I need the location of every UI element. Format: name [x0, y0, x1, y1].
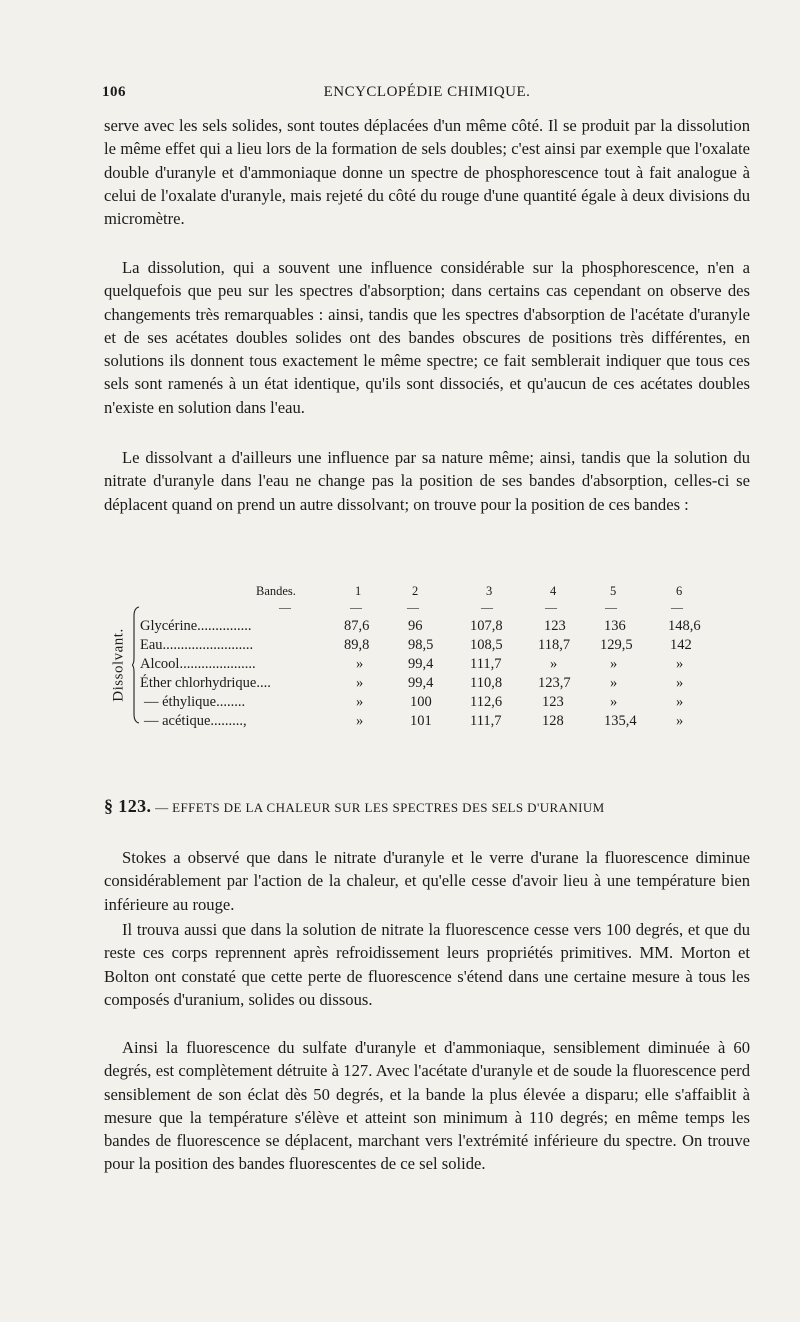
header-rule: — — [605, 600, 617, 614]
table-cell: 148,6 — [668, 618, 701, 634]
table-row — [104, 675, 750, 695]
running-title: ENCYCLOPÉDIE CHIMIQUE. — [323, 84, 531, 100]
table-cell: » — [550, 656, 558, 672]
header-label: Bandes. — [256, 584, 296, 598]
table-cell: 112,6 — [470, 694, 503, 710]
table-cell: » — [610, 675, 618, 691]
bands-table — [104, 584, 750, 734]
column-header: 3 — [486, 584, 493, 598]
running-header — [102, 84, 752, 108]
table-row — [104, 656, 750, 676]
table-cell: 111,7 — [470, 713, 502, 729]
table-header — [104, 584, 750, 604]
table-row — [104, 618, 750, 638]
paragraph-1: serve avec les sels solides, sont toutes déplacées d'un même côté. Il se produit par la dissolution le même effet qui a lieu lors de la formation de sels doubles; c'est ainsi par exemple que l'oxalate double d'uranyle et d'ammoniaque donne un spectre de phosphorescence tout à fait analogue à celui de l'oxalate d'uranyle, mais rejeté du côté du rouge d'une quantité égale à deux divisions du micromètre. — [104, 116, 750, 229]
header-rule: — — [481, 600, 493, 614]
header-rule: — — [671, 600, 683, 614]
table-cell: 128 — [542, 713, 564, 729]
section-title: — EFFETS DE LA CHALEUR SUR LES SPECTRES DES SELS D'URANIUM — [155, 800, 605, 815]
table-cell: » — [610, 694, 618, 710]
table-cell: 87,6 — [344, 618, 370, 634]
table-cell: » — [356, 675, 364, 691]
table-cell: » — [676, 656, 684, 672]
table-row — [104, 637, 750, 657]
header-rule: — — [350, 600, 362, 614]
table-cell: 123 — [544, 618, 566, 634]
table-cell: » — [356, 713, 364, 729]
table-cell: » — [676, 713, 684, 729]
table-cell: » — [676, 675, 684, 691]
table-cell: 100 — [410, 694, 432, 710]
table-cell: 107,8 — [470, 618, 503, 634]
table-cell: » — [356, 656, 364, 672]
row-label: — acétique........., — [144, 713, 247, 729]
table-cell: 111,7 — [470, 656, 502, 672]
table-row — [104, 713, 750, 733]
table-cell: 89,8 — [344, 637, 370, 653]
paragraph-5: Il trouva aussi que dans la solution de nitrate la fluorescence cesse vers 100 degrés, et que du reste ces corps reprennent après refroidissement leurs propriétés primitives. MM. Morton et Bolton ont constaté que cette perte de fluorescence s'étend dans une certaine mesure à tous les composés d'uranium, solides ou dissous. — [104, 920, 750, 1009]
table-cell: 96 — [408, 618, 423, 634]
row-label: Glycérine............... — [140, 618, 252, 634]
table-cell: 99,4 — [408, 656, 434, 672]
table-cell: 101 — [410, 713, 432, 729]
paragraph-2: La dissolution, qui a souvent une influence considérable sur la phosphorescence, n'en a quelquefois que peu sur les spectres d'absorption; dans certains cas cependant on observe des changements très remarquables : ainsi, tandis que les spectres d'absorption de l'acétate d'uranyle et de ses acétates doubles solides ont des bandes obscures de positions très différentes, en solutions ils donnent tous exactement le même spectre; ce fait semblerait indiquer que tous ces sels sont ramenés à un état identique, qu'ils sont dissociés, et qu'aucun de ces acétates doubles n'existe en solution dans l'eau. — [104, 258, 750, 417]
table-cell: » — [356, 694, 364, 710]
page-number: 106 — [102, 84, 126, 100]
table-cell: 98,5 — [408, 637, 434, 653]
row-label: — éthylique........ — [144, 694, 246, 710]
table-cell: 123 — [542, 694, 564, 710]
section-heading — [104, 796, 750, 818]
table-row — [104, 694, 750, 714]
row-label: Eau......................... — [140, 637, 254, 653]
column-header: 2 — [412, 584, 419, 598]
paragraph-6: Ainsi la fluorescence du sulfate d'uranyle et d'ammoniaque, sensiblement diminuée à 60 degrés, est complètement détruite à 127. Avec l'acétate d'uranyle et de soude la fluorescence perd sensiblement de son éclat dès 50 degrés, et la bande la plus élevée a disparu; elle s'affaiblit à mesure que la température s'élève et atteint son minimum à 110 degrés; en même temps les bandes de fluorescence se déplacent, marchant vers l'extrémité inférieure du spectre. On trouve pour la position des bandes fluorescentes de ce sel solide. — [104, 1038, 750, 1174]
column-header: 1 — [355, 584, 362, 598]
row-label: Alcool..................... — [140, 656, 256, 672]
header-rule: — — [279, 600, 291, 614]
table-cell: 99,4 — [408, 675, 434, 691]
row-label: Éther chlorhydrique.... — [140, 675, 271, 691]
paragraph-3: Le dissolvant a d'ailleurs une influence par sa nature même; ainsi, tandis que la solution du nitrate d'uranyle dans l'eau ne change pas la position de ses bandes d'absorption, celles-ci se déplacent quand on prend un autre dissolvant; on trouve pour la position de ces bandes : — [104, 448, 750, 514]
table-cell: 129,5 — [600, 637, 633, 653]
table-cell: 123,7 — [538, 675, 571, 691]
section-number: § 123. — [104, 796, 152, 816]
table-cell: 108,5 — [470, 637, 503, 653]
paragraph-4: Stokes a observé que dans le nitrate d'uranyle et le verre d'urane la fluorescence diminue considérablement par l'action de la chaleur, et qu'elle cesse d'avoir lieu à une température bien inférieure au rouge. — [104, 848, 750, 914]
table-cell: 142 — [670, 637, 692, 653]
table-cell: 135,4 — [604, 713, 637, 729]
table-cell: » — [676, 694, 684, 710]
column-header: 5 — [610, 584, 617, 598]
table-cell: » — [610, 656, 618, 672]
table-cell: 118,7 — [538, 637, 571, 653]
solvent-group-label: Dissolvant. — [110, 628, 127, 702]
table-cell: 136 — [604, 618, 626, 634]
table-cell: 110,8 — [470, 675, 503, 691]
column-header: 6 — [676, 584, 683, 598]
header-rule: — — [545, 600, 557, 614]
header-rule: — — [407, 600, 419, 614]
column-header: 4 — [550, 584, 557, 598]
